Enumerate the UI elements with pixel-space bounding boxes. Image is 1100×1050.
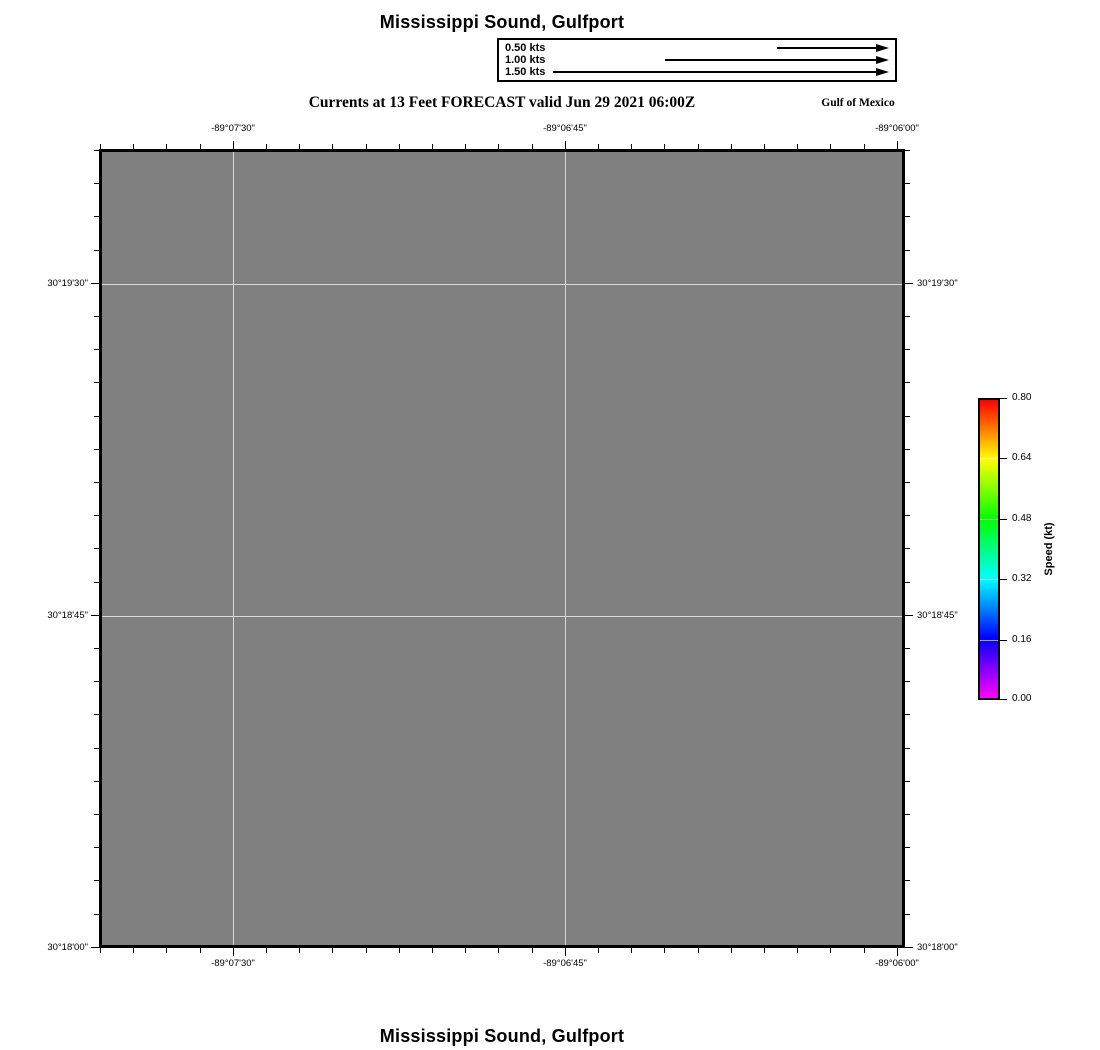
axis-tick (498, 948, 499, 953)
colorbar-tick (1000, 699, 1007, 700)
axis-tick (299, 144, 300, 149)
axis-tick (897, 948, 898, 956)
axis-tick (432, 948, 433, 953)
axis-tick (94, 847, 99, 848)
graticule-meridian (233, 152, 234, 945)
axis-tick (864, 948, 865, 953)
axis-tick (465, 144, 466, 149)
axis-tick (905, 316, 910, 317)
axis-tick (94, 482, 99, 483)
axis-tick (698, 948, 699, 953)
lon-tick-label-top: -89°07'30" (211, 123, 255, 134)
axis-tick (94, 150, 99, 151)
current-arrow-icon (777, 42, 889, 54)
lon-tick-label-top: -89°06'00" (875, 123, 919, 134)
colorbar-tick (1000, 458, 1007, 459)
arrow-shaft (665, 59, 876, 61)
current-arrow-icon (665, 54, 889, 66)
axis-tick (905, 847, 910, 848)
axis-tick (94, 648, 99, 649)
axis-tick (498, 144, 499, 149)
axis-tick (366, 144, 367, 149)
lat-tick-label-right: 30°18'00" (917, 942, 958, 953)
axis-tick (91, 283, 99, 284)
lon-tick-label-bottom: -89°07'30" (211, 958, 255, 969)
legend-row (503, 42, 891, 54)
axis-tick (94, 582, 99, 583)
colorbar-tick (1000, 519, 1007, 520)
axis-tick (200, 144, 201, 149)
axis-tick (664, 144, 665, 149)
axis-tick (905, 714, 910, 715)
axis-tick (332, 948, 333, 953)
page-title-bottom: Mississippi Sound, Gulfport (379, 1026, 625, 1046)
axis-tick (94, 748, 99, 749)
axis-tick (731, 144, 732, 149)
axis-tick (399, 144, 400, 149)
colorbar-tick-line (980, 640, 998, 641)
axis-tick (94, 183, 99, 184)
axis-tick (465, 948, 466, 953)
axis-tick (166, 948, 167, 953)
axis-tick (905, 781, 910, 782)
axis-tick (432, 144, 433, 149)
axis-tick (299, 948, 300, 953)
speed-scale-legend (497, 38, 897, 82)
axis-tick (830, 144, 831, 149)
axis-tick (233, 141, 234, 149)
axis-tick (905, 216, 910, 217)
colorbar-tick-line (980, 519, 998, 520)
axis-tick (94, 914, 99, 915)
graticule-meridian (565, 152, 566, 945)
lat-tick-label-right: 30°18'45" (917, 610, 958, 621)
axis-tick (366, 948, 367, 953)
axis-tick (905, 150, 910, 151)
axis-tick (133, 144, 134, 149)
axis-tick (332, 144, 333, 149)
axis-tick (905, 183, 910, 184)
axis-tick (94, 714, 99, 715)
axis-tick (905, 681, 910, 682)
axis-tick (91, 615, 99, 616)
axis-tick (94, 880, 99, 881)
axis-tick (905, 914, 910, 915)
axis-tick (133, 948, 134, 953)
lat-tick-label-left: 30°18'45" (47, 610, 88, 621)
lon-tick-label-top: -89°06'45" (543, 123, 587, 134)
axis-tick (598, 144, 599, 149)
axis-tick (266, 948, 267, 953)
axis-tick (565, 141, 566, 149)
axis-tick (905, 449, 910, 450)
axis-tick (100, 144, 101, 149)
map-plot-area (99, 149, 905, 948)
colorbar-tick-label: 0.00 (1012, 693, 1032, 704)
lat-tick-label-right: 30°19'30" (917, 278, 958, 289)
arrow-head-icon (876, 44, 889, 52)
legend-row (503, 66, 891, 78)
arrow-shaft (777, 47, 876, 49)
colorbar-tick-line (980, 579, 998, 580)
axis-tick (905, 748, 910, 749)
colorbar-tick-label: 0.48 (1012, 513, 1032, 524)
arrow-head-icon (876, 68, 889, 76)
colorbar-tick-label: 0.16 (1012, 634, 1032, 645)
axis-tick (631, 948, 632, 953)
axis-tick (897, 141, 898, 149)
axis-tick (266, 144, 267, 149)
axis-tick (94, 216, 99, 217)
arrow-head-icon (876, 56, 889, 64)
axis-tick (233, 948, 234, 956)
forecast-valid-time: Currents at 13 Feet FORECAST valid Jun 29 2021 06:00Z (308, 94, 696, 111)
region-label: Gulf of Mexico (821, 97, 895, 109)
axis-tick (200, 948, 201, 953)
axis-tick (905, 349, 910, 350)
axis-tick (565, 948, 566, 956)
axis-tick (94, 449, 99, 450)
axis-tick (94, 781, 99, 782)
axis-tick (905, 615, 913, 616)
axis-tick (905, 582, 910, 583)
axis-tick (91, 947, 99, 948)
axis-tick (94, 416, 99, 417)
axis-tick (764, 948, 765, 953)
colorbar-tick-line (980, 458, 998, 459)
speed-colorbar (978, 398, 1000, 700)
axis-tick (532, 144, 533, 149)
page-title: Mississippi Sound, Gulfport (379, 12, 625, 32)
lon-tick-label-bottom: -89°06'00" (875, 958, 919, 969)
axis-tick (94, 250, 99, 251)
axis-tick (905, 648, 910, 649)
axis-tick (905, 814, 910, 815)
axis-tick (94, 349, 99, 350)
legend-label: 0.50 kts (505, 42, 546, 54)
axis-tick (905, 482, 910, 483)
axis-tick (905, 548, 910, 549)
legend-label: 1.00 kts (505, 54, 546, 66)
axis-tick (532, 948, 533, 953)
axis-tick (905, 880, 910, 881)
lat-tick-label-left: 30°19'30" (47, 278, 88, 289)
axis-tick (598, 948, 599, 953)
axis-tick (905, 416, 910, 417)
current-arrow-icon (553, 66, 889, 78)
colorbar-tick (1000, 640, 1007, 641)
colorbar-tick (1000, 398, 1007, 399)
axis-tick (94, 681, 99, 682)
axis-tick (905, 947, 913, 948)
arrow-shaft (553, 71, 876, 73)
colorbar-tick (1000, 579, 1007, 580)
legend-label: 1.50 kts (505, 66, 546, 78)
graticule-parallel (102, 284, 902, 285)
colorbar-tick-label: 0.80 (1012, 392, 1032, 403)
axis-tick (864, 144, 865, 149)
axis-tick (905, 250, 910, 251)
axis-tick (698, 144, 699, 149)
axis-tick (764, 144, 765, 149)
axis-tick (905, 382, 910, 383)
axis-tick (94, 548, 99, 549)
colorbar-tick-label: 0.32 (1012, 573, 1032, 584)
axis-tick (94, 814, 99, 815)
lon-tick-label-bottom: -89°06'45" (543, 958, 587, 969)
axis-tick (631, 144, 632, 149)
axis-tick (797, 144, 798, 149)
axis-tick (94, 382, 99, 383)
axis-tick (664, 948, 665, 953)
axis-tick (100, 948, 101, 953)
axis-tick (905, 283, 913, 284)
axis-tick (94, 316, 99, 317)
axis-tick (94, 515, 99, 516)
axis-tick (830, 948, 831, 953)
axis-tick (905, 515, 910, 516)
legend-row (503, 54, 891, 66)
axis-tick (399, 948, 400, 953)
colorbar-title: Speed (kt) (1043, 522, 1055, 576)
graticule-parallel (102, 616, 902, 617)
lat-tick-label-left: 30°18'00" (47, 942, 88, 953)
axis-tick (731, 948, 732, 953)
axis-tick (166, 144, 167, 149)
colorbar-tick-label: 0.64 (1012, 452, 1032, 463)
axis-tick (797, 948, 798, 953)
